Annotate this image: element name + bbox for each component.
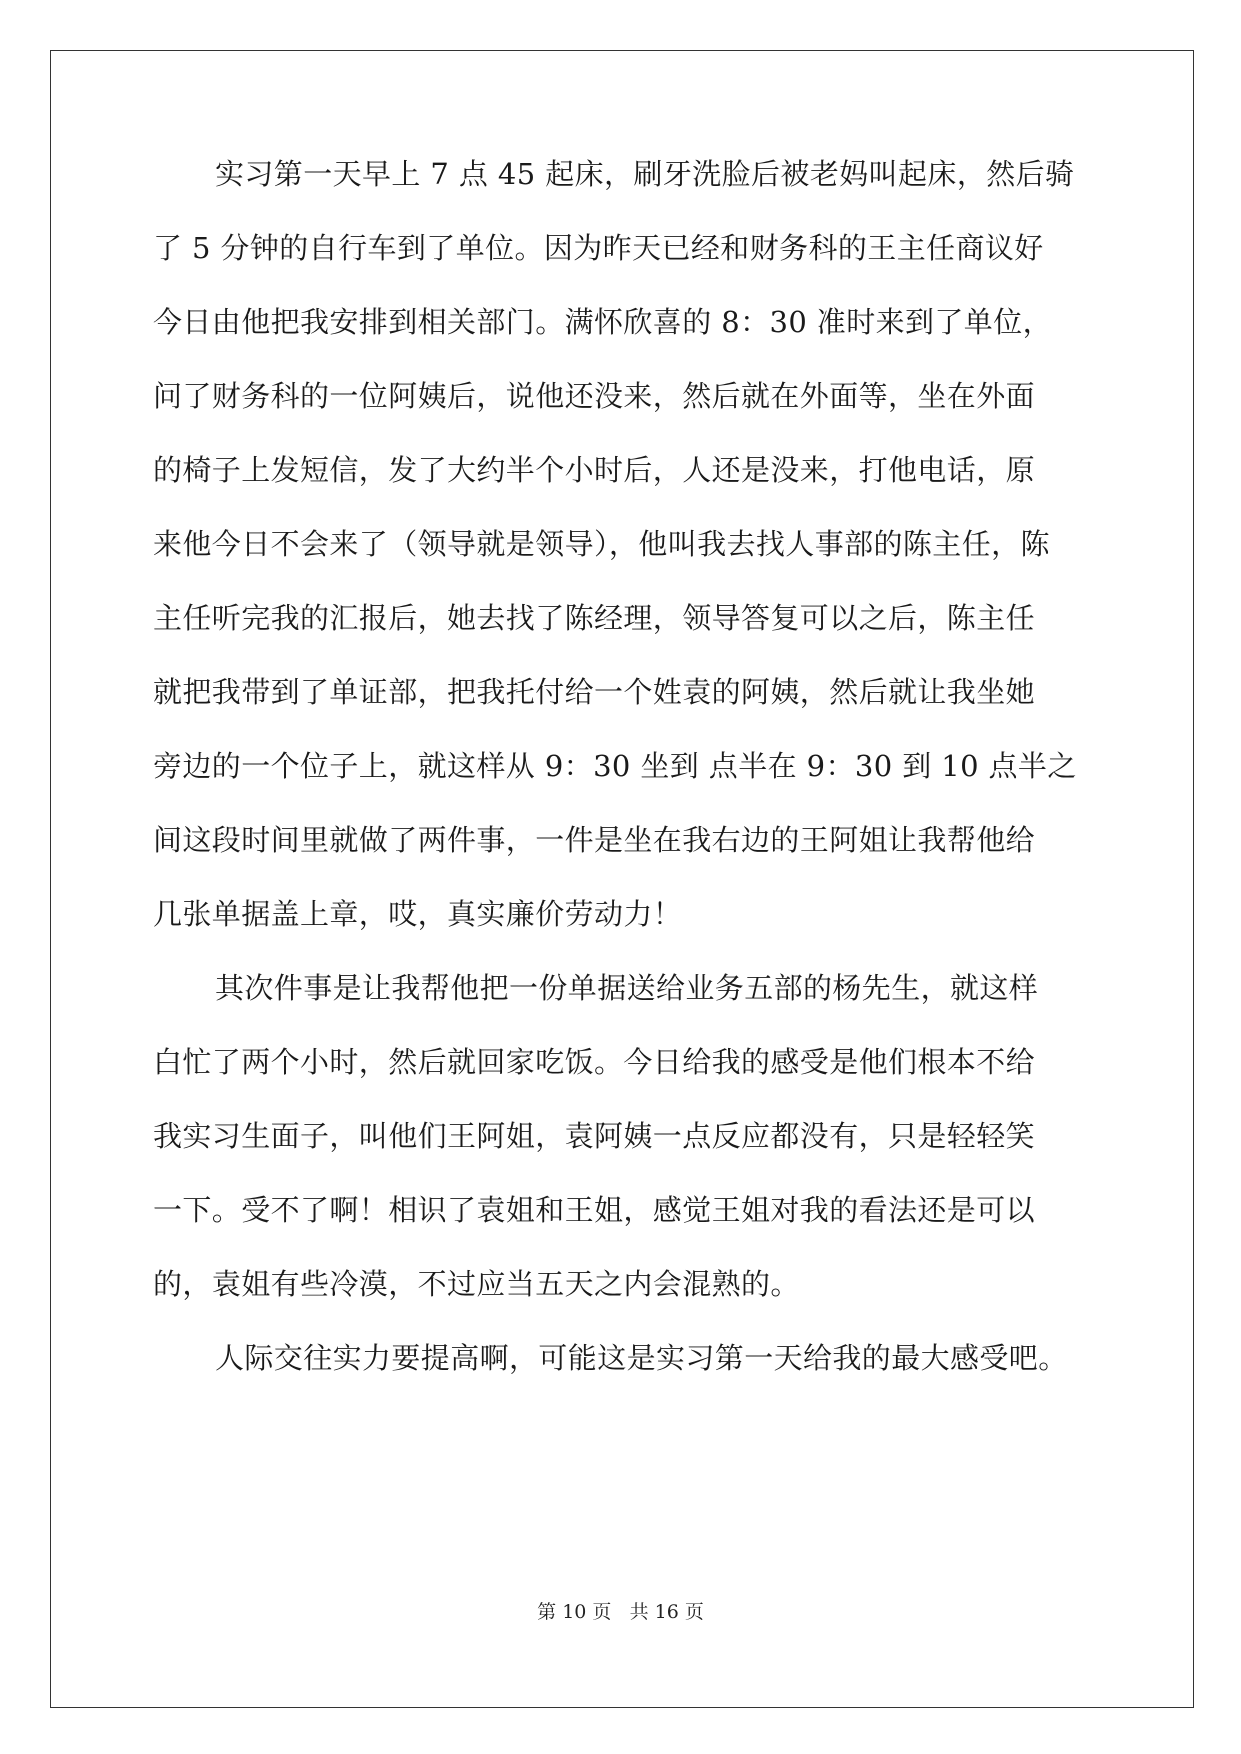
text-line: 的，袁姐有些冷漠，不过应当五天之内会混熟的。 — [153, 1267, 800, 1301]
text-line: 白忙了两个小时，然后就回家吃饭。今日给我的感受是他们根本不给 — [153, 1045, 1036, 1079]
text-line: 的椅子上发短信，发了大约半个小时后，人还是没来，打他电话，原 — [153, 453, 1036, 487]
text-line: 几张单据盖上章，哎，真实廉价劳动力！ — [153, 897, 683, 931]
page-footer — [0, 1600, 1241, 1624]
text-line: 我实习生面子，叫他们王阿姐，袁阿姨一点反应都没有，只是轻轻笑 — [153, 1119, 1036, 1153]
page-border — [50, 50, 1194, 1708]
text-line: 来他今日不会来了（领导就是领导），他叫我去找人事部的陈主任，陈 — [153, 527, 1050, 561]
text-line: 问了财务科的一位阿姨后，说他还没来，然后就在外面等，坐在外面 — [153, 379, 1036, 413]
page-number: 第 10 页 — [537, 1601, 612, 1623]
text-line: 实习第一天早上 7 点 45 起床，刷牙洗脸后被老妈叫起床，然后骑 — [215, 157, 1075, 191]
text-line: 就把我带到了单证部，把我托付给一个姓袁的阿姨，然后就让我坐她 — [153, 675, 1036, 709]
text-line: 间这段时间里就做了两件事，一件是坐在我右边的王阿姐让我帮他给 — [153, 823, 1036, 857]
text-line: 一下。受不了啊！相识了袁姐和王姐，感觉王姐对我的看法还是可以 — [153, 1193, 1036, 1227]
text-line: 旁边的一个位子上，就这样从 9：30 坐到 点半在 9：30 到 10 点半之 — [153, 749, 1077, 783]
text-line: 今日由他把我安排到相关部门。满怀欣喜的 8：30 准时来到了单位， — [153, 305, 1052, 339]
text-line: 主任听完我的汇报后，她去找了陈经理，领导答复可以之后，陈主任 — [153, 601, 1036, 635]
page-total: 共 16 页 — [629, 1601, 704, 1623]
text-line: 人际交往实力要提高啊，可能这是实习第一天给我的最大感受吧。 — [215, 1341, 1068, 1375]
text-line: 其次件事是让我帮他把一份单据送给业务五部的杨先生，就这样 — [215, 971, 1039, 1005]
text-line: 了 5 分钟的自行车到了单位。因为昨天已经和财务科的王主任商议好 — [153, 231, 1044, 265]
